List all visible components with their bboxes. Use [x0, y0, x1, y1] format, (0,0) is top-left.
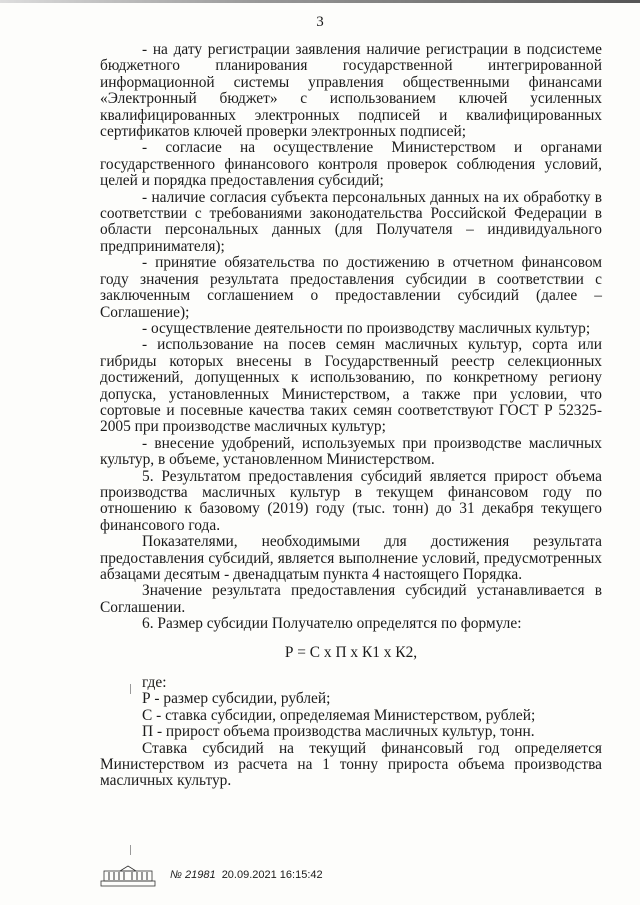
document-timestamp: 20.09.2021 16:15:42	[221, 869, 323, 881]
paragraph-activity: - осуществление деятельности по производству масличных культур;	[142, 319, 591, 337]
paragraph-seeds: - использование на посев семян масличных культур, сорта или гибриды которых внесены в Государственный реестр селекционных достижений, допущенных к использованию, по конкретному региону допуска, установленных Министерством, а также при условии, что сортовые и посевные качества таких семян соответствуют ГОСТ Р 52325-2005 при производстве масличных культур;	[100, 336, 602, 436]
paragraph-indicators: Показателями, необходимыми для достижения результата предоставления субсидий, является выполнение условий, предусмотренных абзацами десятым - двенадцатым пункта 4 настоящего Порядка.	[100, 533, 602, 583]
document-id: № 21981	[170, 869, 216, 881]
definition-c: С - ставка субсидии, определяемая Министерством, рублей;	[142, 706, 536, 724]
scan-top-edge	[0, 0, 640, 3]
scan-mark	[130, 684, 131, 694]
paragraph-obligation: - принятие обязательства по достижению в отчетном финансовом году значения результата предоставления субсидии в соответствии с заключенным соглашением о предоставлении субсидий (далее – Соглашение);	[100, 254, 602, 321]
building-stamp-icon	[100, 863, 156, 887]
paragraph-personal-data: - наличие согласия субъекта персональных данных на их обработку в соответствии с требованиями законодательства Российской Федерации в области персональных данных (для Получателя – индивидуального предпринимателя);	[100, 188, 602, 255]
paragraph-fertilizer: - внесение удобрений, используемых при производстве масличных культур, в объеме, установленном Министерством.	[100, 434, 602, 469]
definition-p: Р - размер субсидии, рублей;	[142, 690, 331, 708]
paragraph-rate: Ставка субсидий на текущий финансовый год определяется Министерством из расчета на 1 тонну прироста объема производства масличных культур.	[100, 739, 602, 790]
footer	[100, 860, 323, 890]
paragraph-consent-control: - согласие на осуществление Министерством и органами государственного финансового контроля проверок соблюдения условий, целей и порядка предоставления субсидий;	[100, 139, 602, 190]
paragraph-subsidy-size: 6. Размер субсидии Получателю определятся по формуле:	[142, 615, 522, 633]
paragraph-result-value: Значение результата предоставления субсидий устанавливается в Соглашении.	[100, 582, 602, 616]
paragraph-registration: - на дату регистрации заявления наличие регистрации в подсистеме бюджетного планирования государственной интегрированной информационной системы управления общественными финансами «Электронный бюджет» с использованием ключей усиленных квалифицированных электронных подписей и квалифицированных сертификатов ключей проверки электронных подписей;	[100, 41, 602, 141]
definition-increase: П - прирост объема производства масличных культур, тонн.	[142, 723, 535, 741]
paragraph-result: 5. Результатом предоставления субсидий является прирост объема производства масличных культур в текущем финансовом году по отношению к базовому (2019) году (тыс. тонн) до 31 декабря текущего финансового года.	[100, 467, 602, 534]
scan-mark	[130, 845, 131, 855]
formula: Р = С х П х К1 х К2,	[284, 643, 418, 661]
page-number: 3	[316, 14, 324, 30]
where-label: где:	[142, 674, 167, 692]
document-body	[100, 42, 602, 790]
